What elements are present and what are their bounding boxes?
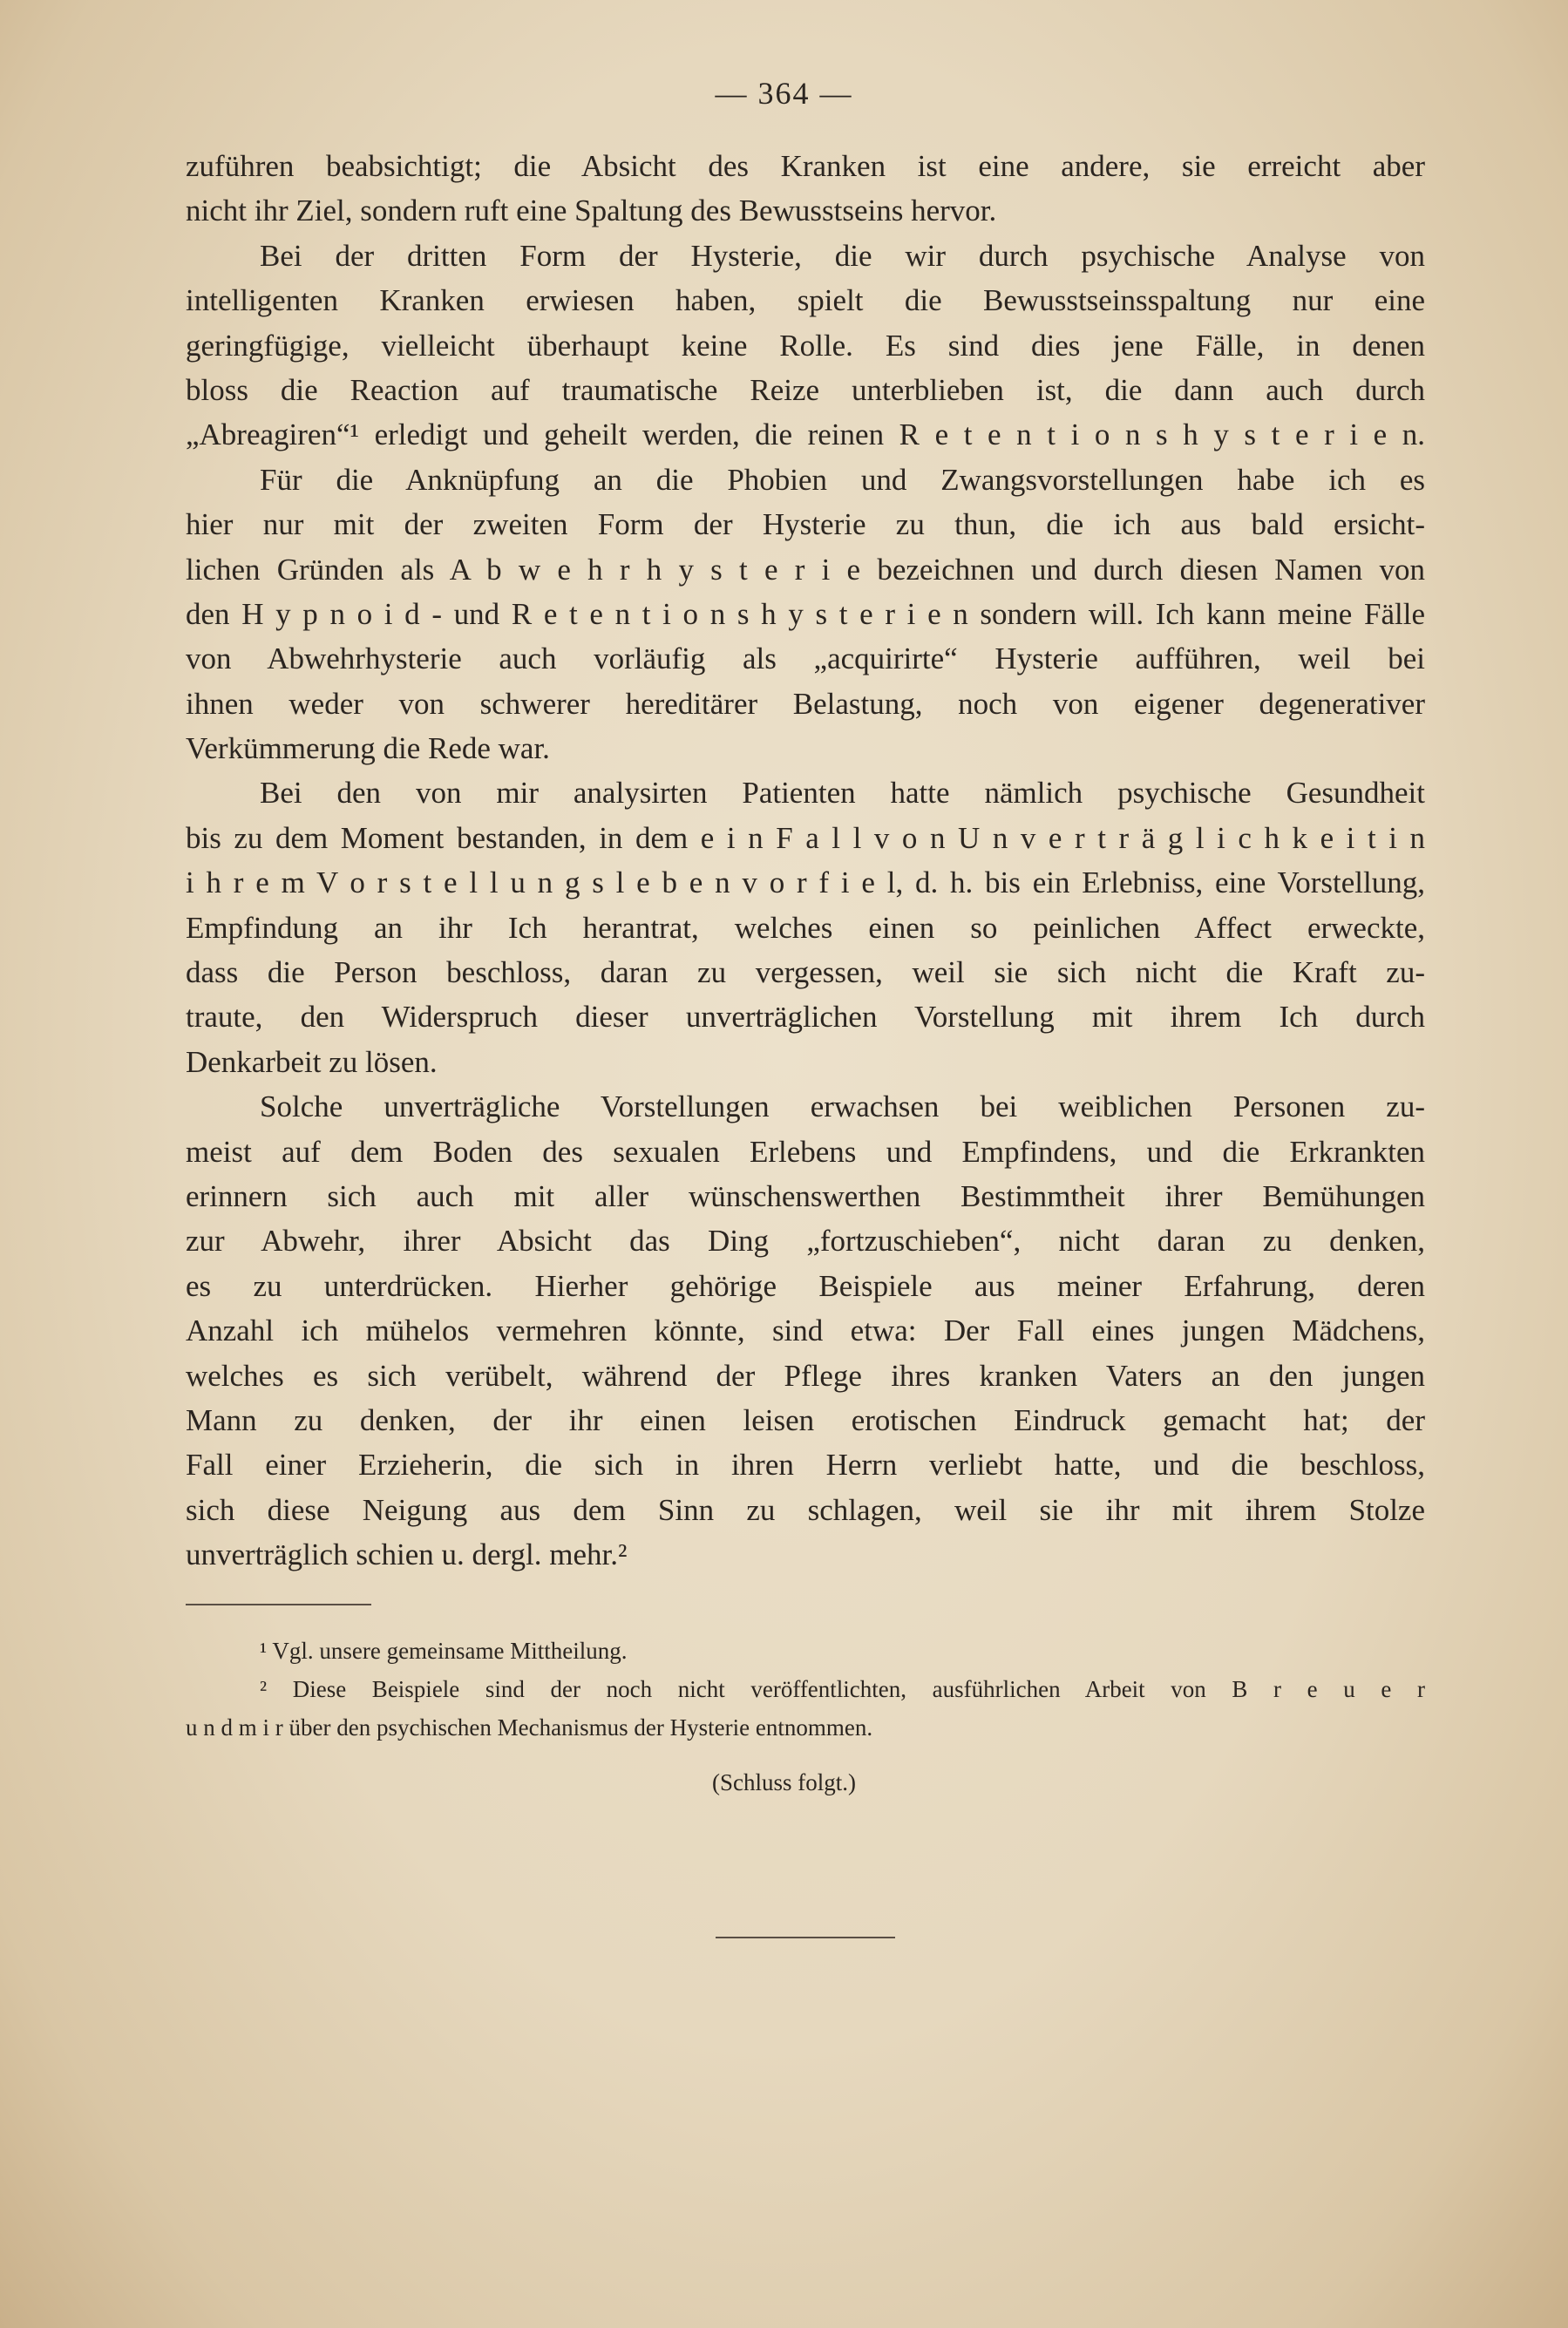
text-line: lichen Gründen als A b w e h r h y s t e r i e bezeichnen und durch diesen Namen von <box>186 552 1425 587</box>
text-line: bloss die Reaction auf traumatische Reize unterblieben ist, die dann auch durch <box>186 372 1425 407</box>
closing-note: (Schluss folgt.) <box>712 1769 856 1795</box>
text-line: von Abwehrhysterie auch vorläufig als „acquirirte“ Hysterie aufführen, weil bei <box>186 641 1425 676</box>
footnote-separator <box>186 1604 371 1605</box>
text-line: dass die Person beschloss, daran zu vergessen, weil sie sich nicht die Kraft zu- <box>186 955 1425 990</box>
text-line: Bei den von mir analysirten Patienten hatte nämlich psychische Gesundheit <box>260 776 1425 811</box>
text-line: sich diese Neigung aus dem Sinn zu schlagen, weil sie ihr mit ihrem Stolze <box>186 1492 1425 1527</box>
text-line: Empfindung an ihr Ich herantrat, welches einen so peinlichen Affect erweckte, <box>186 910 1425 945</box>
text-line: Mann zu denken, der ihr einen leisen erotischen Eindruck gemacht hat; der <box>186 1402 1425 1437</box>
text-line: i h r e m V o r s t e l l u n g s l e b e n v o r f i e l, d. h. bis ein Erlebniss, eine Vorstellung, <box>186 865 1425 900</box>
text-line: bis zu dem Moment bestanden, in dem e i n F a l l v o n U n v e r t r ä g l i c h k e i t i n <box>186 820 1425 855</box>
text-line: ihnen weder von schwerer hereditärer Belastung, noch von eigener degenerativer <box>186 686 1425 721</box>
text-line: meist auf dem Boden des sexualen Erlebens und Empfindens, und die Erkrankten <box>186 1134 1425 1169</box>
text-line: Bei der dritten Form der Hysterie, die wir durch psychische Analyse von <box>260 238 1425 273</box>
page-number: — 364 — <box>715 76 853 111</box>
footnote-line: u n d m i r über den psychischen Mechanismus der Hysterie entnommen. <box>186 1714 873 1741</box>
footnote-line: ² Diese Beispiele sind der noch nicht veröffentlichten, ausführlichen Arbeit von B r e u e r <box>260 1676 1425 1702</box>
text-line: welches es sich verübelt, während der Pflege ihres kranken Vaters an den jungen <box>186 1358 1425 1393</box>
text-line: Für die Anknüpfung an die Phobien und Zwangsvorstellungen habe ich es <box>260 462 1425 497</box>
text-line: zuführen beabsichtigt; die Absicht des Kranken ist eine andere, sie erreicht aber <box>186 149 1425 183</box>
body-text <box>186 144 1425 1578</box>
footnote-line: ¹ Vgl. unsere gemeinsame Mittheilung. <box>260 1638 628 1664</box>
end-rule <box>716 1937 895 1938</box>
text-line: Anzahl ich mühelos vermehren könnte, sind etwa: Der Fall eines jungen Mädchens, <box>186 1313 1425 1348</box>
text-line: geringfügige, vielleicht überhaupt keine Rolle. Es sind dies jene Fälle, in denen <box>186 328 1425 363</box>
text-line: Denkarbeit zu lösen. <box>186 1044 438 1079</box>
text-line: erinnern sich auch mit aller wünschenswerthen Bestimmtheit ihrer Bemühungen <box>186 1178 1425 1213</box>
text-line: zur Abwehr, ihrer Absicht das Ding „fortzuschieben“, nicht daran zu denken, <box>186 1224 1425 1259</box>
footnotes <box>186 1632 1425 1747</box>
text-line: es zu unterdrücken. Hierher gehörige Beispiele aus meiner Erfahrung, deren <box>186 1268 1425 1303</box>
text-line: den H y p n o i d - und R e t e n t i o n s h y s t e r i e n sondern will. Ich kann meine Fälle <box>186 596 1425 631</box>
text-line: nicht ihr Ziel, sondern ruft eine Spaltung des Bewusstseins hervor. <box>186 193 997 228</box>
text-line: traute, den Widerspruch dieser unverträglichen Vorstellung mit ihrem Ich durch <box>186 1000 1425 1035</box>
text-line: Fall einer Erzieherin, die sich in ihren Herrn verliebt hatte, und die beschloss, <box>186 1448 1425 1483</box>
text-line: Solche unverträgliche Vorstellungen erwachsen bei weiblichen Personen zu- <box>260 1089 1425 1124</box>
text-line: unverträglich schien u. dergl. mehr.² <box>186 1537 628 1572</box>
text-line: Verkümmerung die Rede war. <box>186 731 550 766</box>
text-line: intelligenten Kranken erwiesen haben, spielt die Bewusstseinsspaltung nur eine <box>186 283 1425 318</box>
text-line: „Abreagiren“¹ erledigt und geheilt werden, die reinen R e t e n t i o n s h y s t e r i e n. <box>186 417 1425 452</box>
text-line: hier nur mit der zweiten Form der Hysterie zu thun, die ich aus bald ersicht- <box>186 507 1425 542</box>
